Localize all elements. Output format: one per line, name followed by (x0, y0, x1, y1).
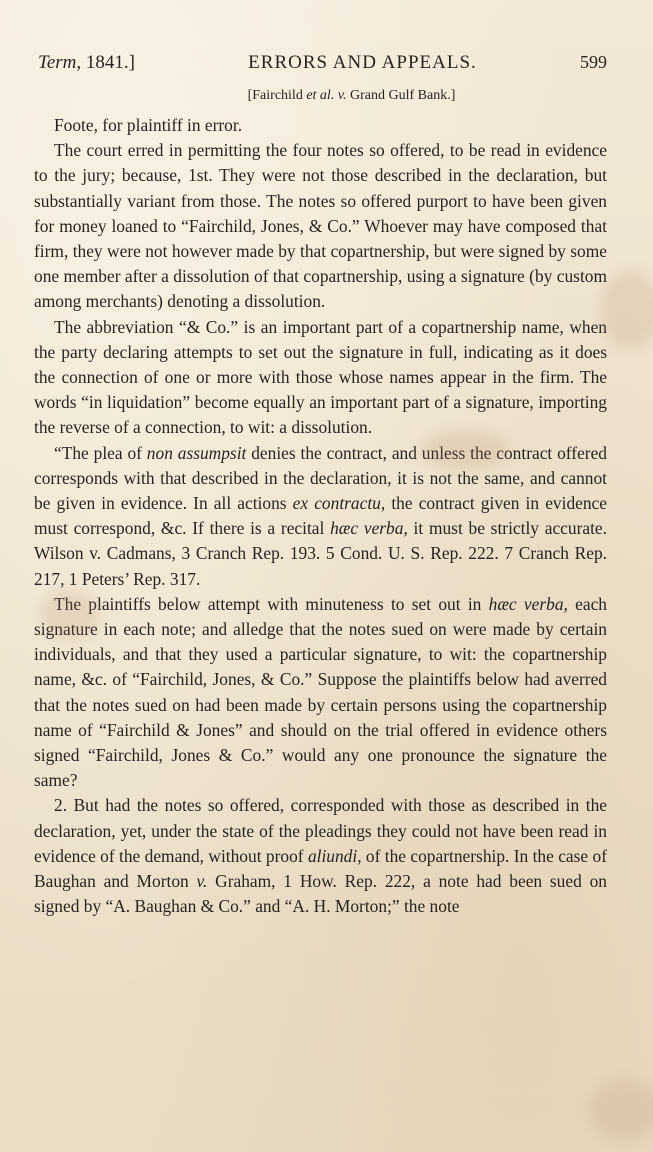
case-title (34, 88, 607, 110)
running-title: ERRORS AND APPEALS. (248, 52, 477, 73)
case-title-open: [Fairchild (247, 88, 307, 103)
term-label (38, 52, 135, 74)
paragraph-second-error (34, 793, 607, 919)
page-number: 599 (579, 52, 607, 72)
term-year: 1841.] (85, 52, 135, 73)
term-word: Term, (38, 52, 82, 73)
italic-run: ex contractu, (292, 493, 386, 514)
text-run: each signature in each note; and alledge that the notes sued on were made by certain individuals, and that they used a particular signature, to wit: the copartnership name, &c. of “Fairchild, Jones, & Co.” Suppose the plaintiffs below had averred that the notes sued on had been made by certain persons using the copartnership name of “Fairchild & Jones” and should on the trial offered in evidence others signed “Fairchild, Jones & Co.” would any one pronounce the signature the same? (34, 593, 607, 791)
text-run: it must be strictly accurate. Wilson v. Cadmans, 3 Cranch Rep. 193. 5 Cond. U. S. Rep. 222. 7 Cranch Rep. 217, 1 Peters’ Rep. 317. (34, 518, 607, 589)
running-header (38, 52, 607, 80)
foxing-stain (600, 270, 653, 350)
foxing-stain (420, 430, 510, 470)
italic-run: v. (196, 871, 208, 892)
paragraph-plaintiffs (34, 592, 607, 794)
body-text (34, 113, 607, 920)
paragraph-first-error: The court erred in permitting the four notes so offered, to be read in evidence to the jury; because, 1st. They were not those described in the declaration, but substantially variant from those. The notes so offered purport to have been given for money loaned to “Fairchild, Jones, & Co.” Whoever may have composed that firm, they were not however made by that copartnership, but were signed by some one member after a dissolution of that copartnership, using a signature (by custom among merchants) denoting a dissolution. (34, 140, 607, 312)
text-run: denies the contract, and unless the contract offered corresponds with that described in the declaration, it is not the same, and cannot be given in evidence. In all actions (34, 442, 607, 514)
foxing-stain (590, 1080, 653, 1140)
text-run: the contract given in evidence must correspond, &c. If there is a recital (34, 493, 607, 539)
paragraph-counsel: Foote, for plaintiff in error. (54, 115, 243, 135)
text-run: “The plea of (54, 442, 147, 463)
case-title-rest: Grand Gulf Bank.] (346, 88, 456, 103)
case-title-v: v. (334, 88, 347, 103)
foxing-stain (40, 590, 100, 640)
italic-run: hæc verba, (330, 518, 408, 539)
italic-run: hæc verba, (488, 593, 568, 614)
case-title-et-al: et al. (306, 88, 335, 103)
paragraph-plea (34, 441, 607, 592)
text-run: 2. But had the notes so offered, corresponded with those as described in the declaration, yet, under the state of the pleadings they could not have been read in evidence of the demand, without proof (34, 795, 607, 866)
paragraph-abbreviation: The abbreviation “& Co.” is an important part of a copartnership name, when the party declaring attempts to set out the signature in full, indicating as it does the connection of one or more with those whose names appear in the firm. The words “in liquidation” become equally an important part of a signature, importing the reverse of a connection, to wit: a dissolution. (34, 316, 607, 438)
text-run: The plaintiffs below attempt with minuteness to set out in (54, 593, 489, 614)
text-run: of the copartnership. In the case of Baughan and Morton (34, 845, 607, 892)
italic-run: aliundi, (307, 845, 362, 866)
italic-run: non assumpsit (146, 442, 247, 463)
text-run: Graham, 1 How. Rep. 222, a note had been sued on signed by “A. Baughan & Co.” and “A. H. Morton;” the note (34, 871, 607, 917)
